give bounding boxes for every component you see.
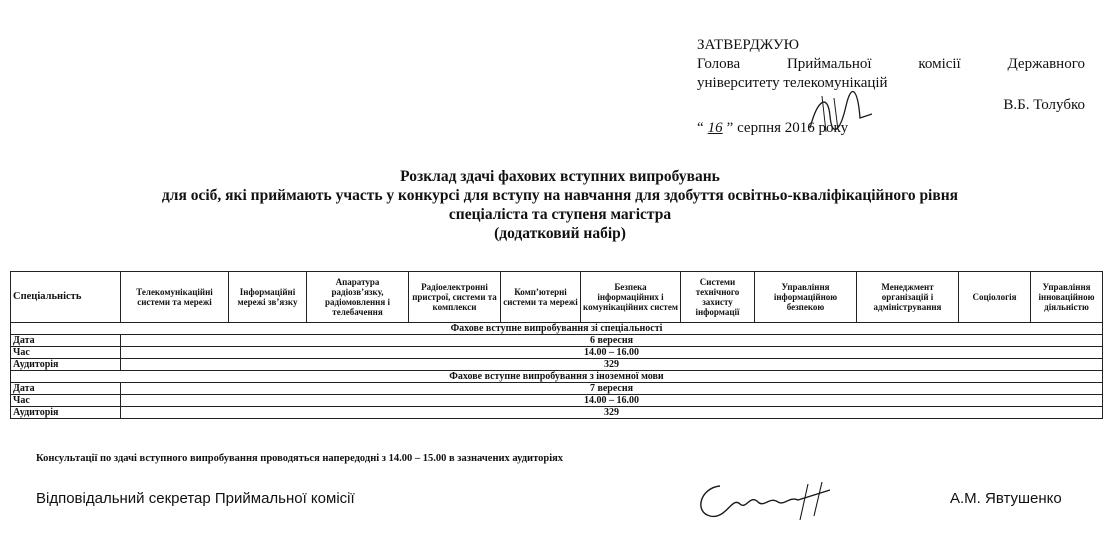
row-value: 6 вересня <box>121 335 1103 347</box>
approval-signer: В.Б. Толубко <box>1003 97 1085 113</box>
spec-header: Спеціальність <box>11 272 121 323</box>
table-row <box>11 335 1103 347</box>
table-header-row <box>11 272 1103 323</box>
approval-position-line2: університету телекомунікацій <box>697 75 888 91</box>
row-label: Час <box>11 395 121 407</box>
specialty-header: Комп’ютерні системи та мережі <box>501 272 581 323</box>
specialty-header: Телекомунікаційні системи та мережі <box>121 272 229 323</box>
signature-top-icon <box>800 88 880 136</box>
section-title: Фахове вступне випробування з іноземної мови <box>11 371 1103 383</box>
specialty-header: Безпека інформаційних і комунікаційних систем <box>581 272 681 323</box>
specialty-header: Управління інформаційною безпекою <box>755 272 857 323</box>
secretary-position: Відповідальний секретар Приймальної комісії <box>36 490 355 507</box>
title-line4: (додатковий набір) <box>494 225 626 242</box>
specialty-header: Інформаційні мережі зв’язку <box>229 272 307 323</box>
row-value: 14.00 – 16.00 <box>121 395 1103 407</box>
table-row <box>11 395 1103 407</box>
secretary-name: А.М. Явтушенко <box>950 490 1062 507</box>
section-row <box>11 323 1103 335</box>
title-line3: спеціаліста та ступеня магістра <box>448 206 672 223</box>
approval-date-open: “ <box>697 120 704 136</box>
table-row <box>11 359 1103 371</box>
row-label: Дата <box>11 335 121 347</box>
approval-heading: ЗАТВЕРДЖУЮ <box>697 37 800 53</box>
title-line2: для осіб, які приймають участь у конкурсі для вступу на навчання для здобуття освітньо-кваліфікаційного рівня <box>161 187 959 204</box>
specialty-header: Системи технічного захисту інформації <box>681 272 755 323</box>
table-row <box>11 383 1103 395</box>
row-label: Аудиторія <box>11 359 121 371</box>
row-label: Час <box>11 347 121 359</box>
specialty-header: Управління інноваційною діяльністю <box>1031 272 1103 323</box>
approval-date-day: 16 <box>707 120 723 136</box>
title-line1: Розклад здачі фахових вступних випробувань <box>400 168 720 185</box>
specialty-header: Апаратура радіозв’язку, радіомовлення і телебачення <box>307 272 409 323</box>
consultation-note: Консультації по здачі вступного випробування проводяться напередодні з 14.00 – 15.00 в зазначених аудиторіях <box>36 453 564 464</box>
section-title: Фахове вступне випробування зі спеціальності <box>11 323 1103 335</box>
row-value: 329 <box>121 407 1103 419</box>
approval-block <box>697 36 1085 138</box>
schedule-table <box>10 271 1103 419</box>
row-value: 7 вересня <box>121 383 1103 395</box>
specialty-header: Радіоелектронні пристрої, системи та комплекси <box>409 272 501 323</box>
table-row <box>11 407 1103 419</box>
specialty-header: Соціологія <box>959 272 1031 323</box>
approval-date <box>697 119 1085 138</box>
row-label: Аудиторія <box>11 407 121 419</box>
schedule-title <box>20 167 1100 243</box>
approval-position-line1: Голова Приймальної комісії Державного <box>697 56 1085 72</box>
approval-date-rest: ” серпня 2016 року <box>726 120 849 136</box>
row-label: Дата <box>11 383 121 395</box>
signature-bottom-icon <box>680 476 850 526</box>
table-row <box>11 347 1103 359</box>
section-row <box>11 371 1103 383</box>
specialty-header: Менеджмент організацій і адміністрування <box>857 272 959 323</box>
row-value: 14.00 – 16.00 <box>121 347 1103 359</box>
row-value: 329 <box>121 359 1103 371</box>
